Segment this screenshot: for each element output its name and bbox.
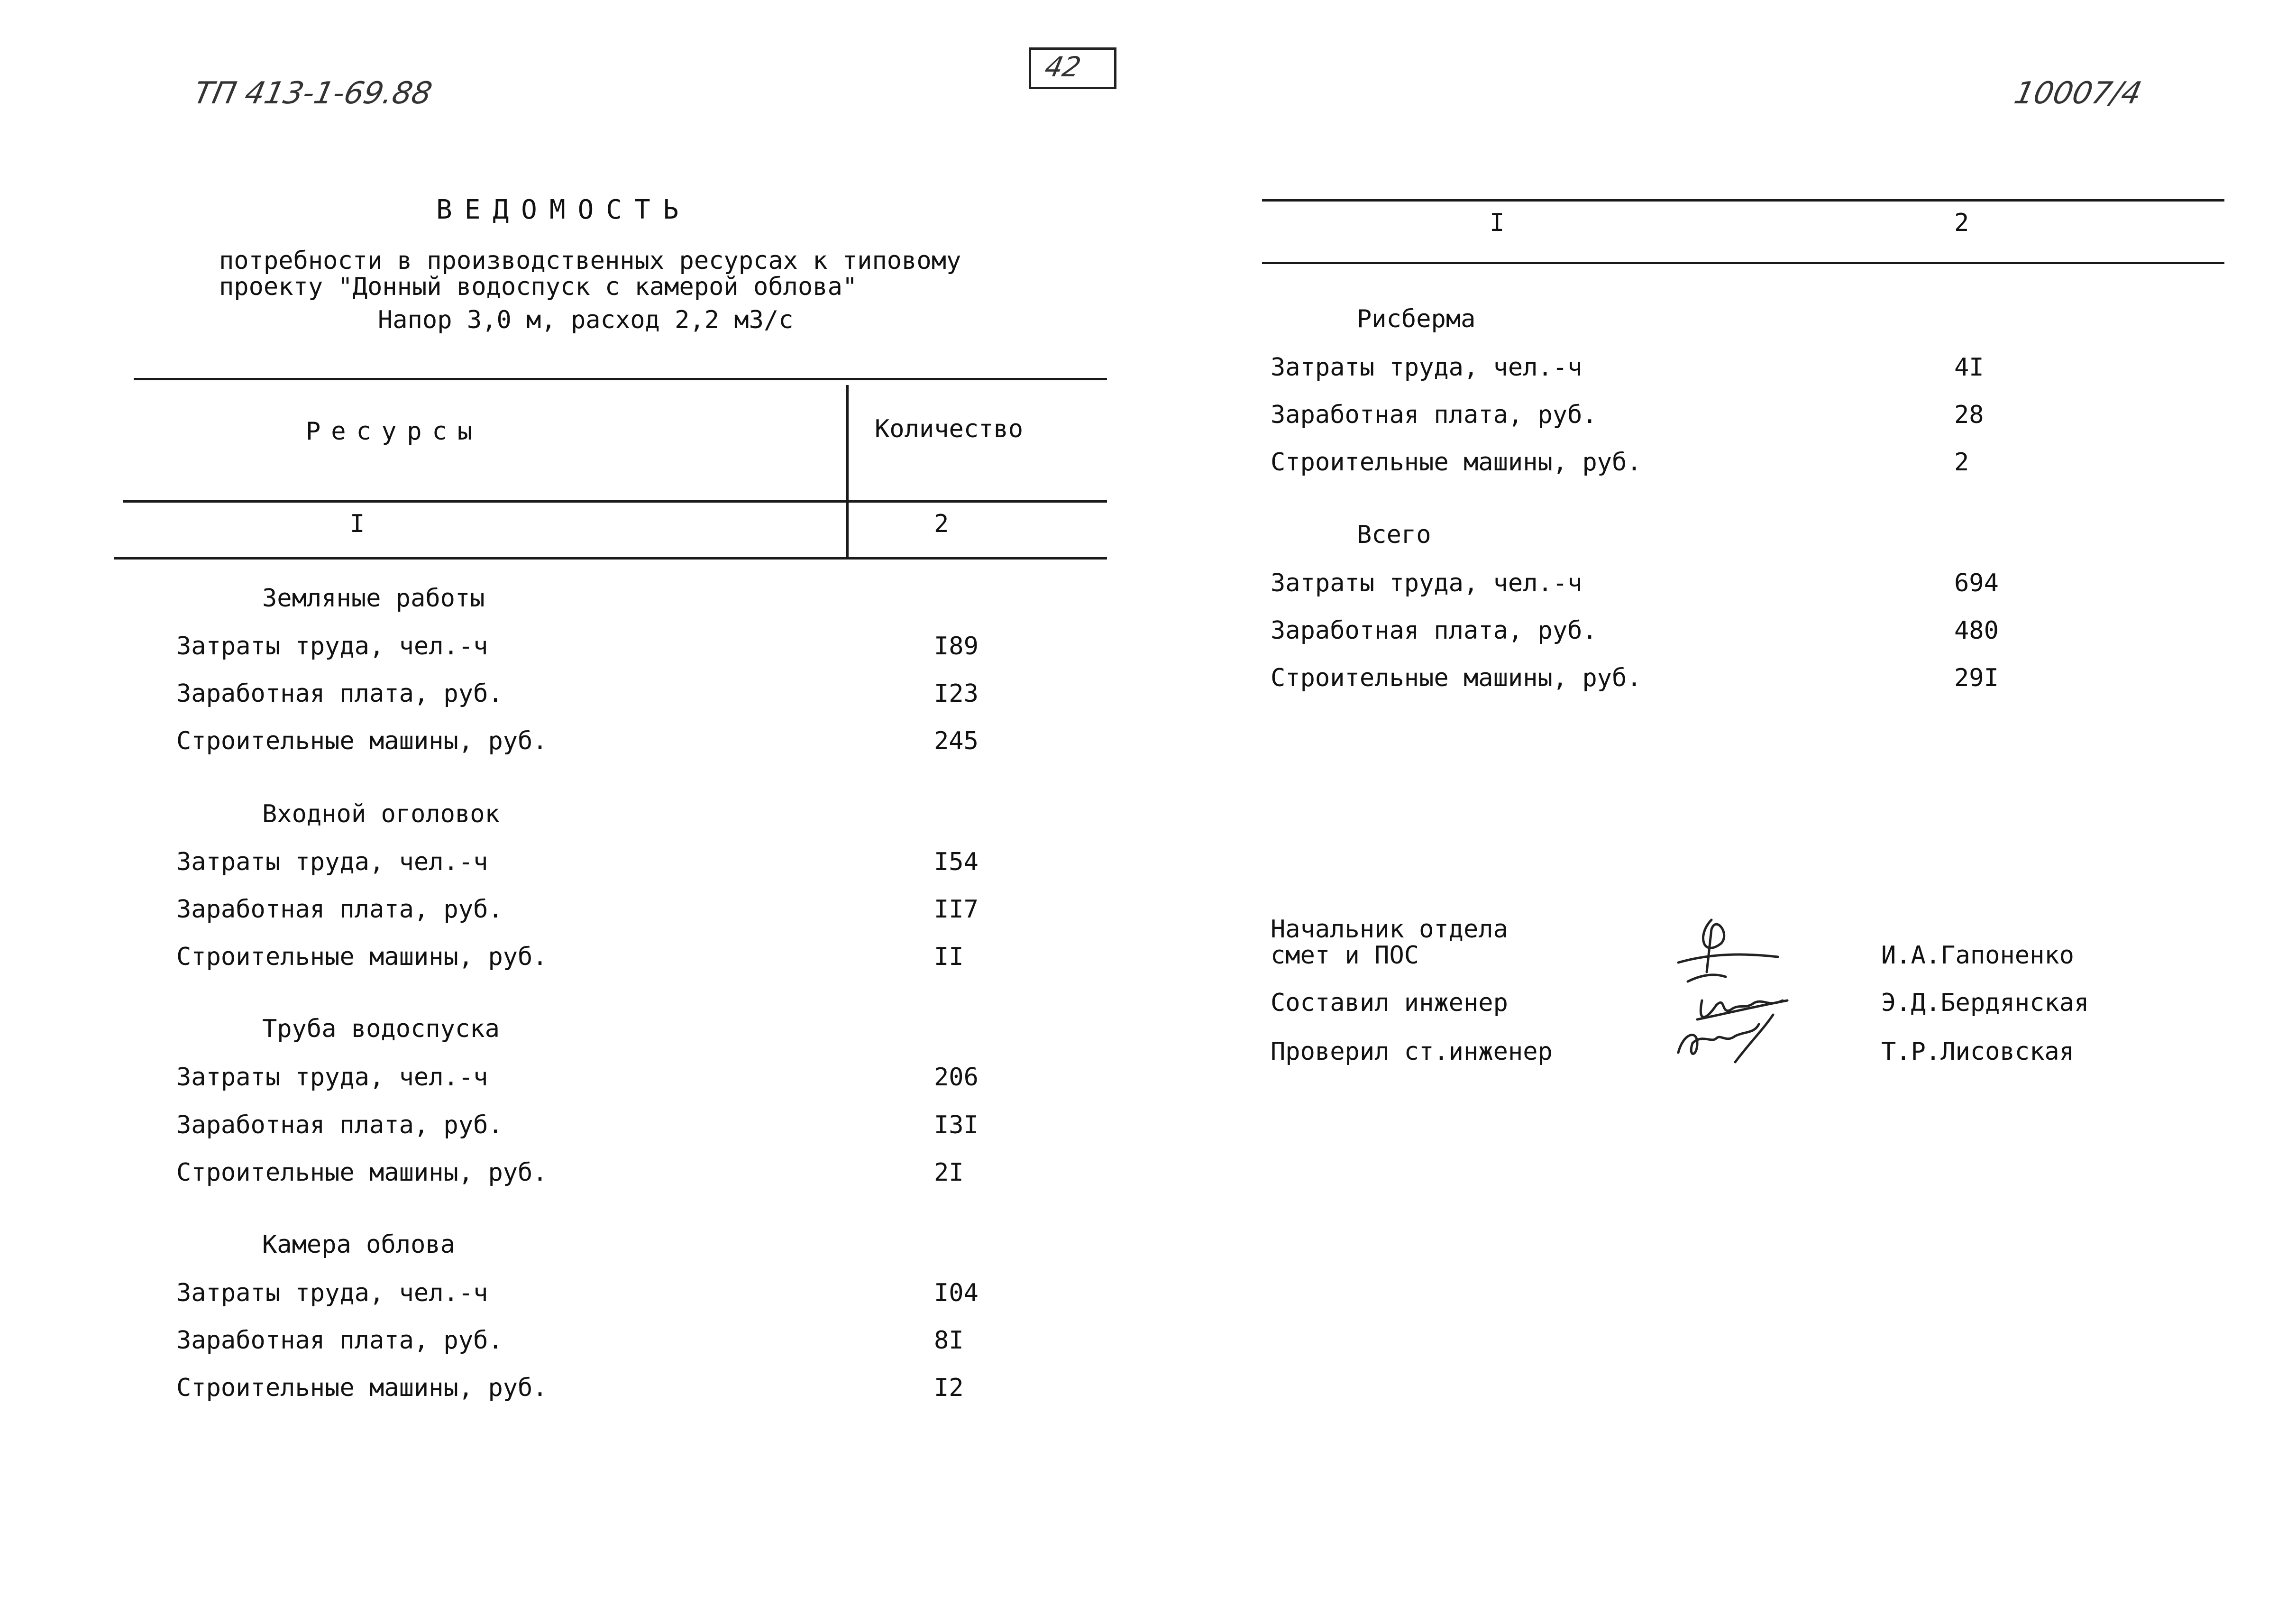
row-value: II (934, 943, 964, 971)
row-value: 8I (934, 1326, 964, 1355)
row-label: Строительные машины, руб. (1271, 664, 1642, 692)
row-label: Строительные машины, руб. (176, 1374, 548, 1402)
row-label: Затраты труда, чел.-ч (176, 632, 488, 661)
compiled-role: Составил инженер (1271, 989, 1508, 1017)
row-value: I89 (934, 632, 979, 661)
row-value: 480 (1954, 616, 1999, 645)
head-role-line-2: смет и ПОС (1271, 941, 1419, 970)
document-code: ТП 413-1-69.88 (191, 76, 435, 111)
row-value: 28 (1954, 401, 1984, 429)
row-label: Затраты труда, чел.-ч (176, 1063, 488, 1092)
title-line-1: потребности в производственных ресурсах к типовому (219, 247, 961, 275)
section-title-total: Всего (1357, 521, 1431, 549)
table-column-divider (846, 385, 849, 558)
row-value: 29I (1954, 664, 1999, 692)
section-title-apron: Рисберма (1357, 305, 1476, 333)
row-label: Заработная плата, руб. (176, 1111, 503, 1139)
row-value: II7 (934, 895, 979, 924)
row-value: 2 (1954, 448, 1969, 477)
row-value: I3I (934, 1111, 979, 1139)
inventory-number: 10007/4 (2011, 76, 2145, 111)
section-title-outlet-pipe: Труба водоспуска (262, 1015, 500, 1043)
row-label: Затраты труда, чел.-ч (1271, 353, 1583, 382)
right-column-number-1: I (1490, 209, 1505, 237)
row-label: Затраты труда, чел.-ч (176, 848, 488, 876)
row-value: 2I (934, 1158, 964, 1187)
checked-role: Проверил ст.инженер (1271, 1037, 1553, 1066)
column-number-1: I (350, 510, 365, 538)
compiled-name: Э.Д.Бердянская (1881, 989, 2089, 1017)
row-value: I04 (934, 1279, 979, 1307)
row-label: Заработная плата, руб. (1271, 616, 1597, 645)
table-numbering-rule (114, 557, 1107, 560)
row-label: Строительные машины, руб. (176, 943, 548, 971)
row-value: 4I (1954, 353, 1984, 382)
row-value: I23 (934, 679, 979, 708)
document-heading: ВЕДОМОСТЬ (436, 194, 691, 225)
row-label: Заработная плата, руб. (176, 679, 503, 708)
row-value: I54 (934, 848, 979, 876)
row-label: Затраты труда, чел.-ч (1271, 569, 1583, 597)
row-label: Заработная плата, руб. (176, 1326, 503, 1355)
column-header-resources: Ресурсы (306, 417, 483, 446)
section-title-fish-chamber: Камера облова (262, 1230, 455, 1259)
head-role-line-1: Начальник отдела (1271, 915, 1508, 944)
right-table-top-rule (1262, 199, 2224, 202)
handwritten-signatures (1669, 901, 1811, 1081)
column-header-quantity: Количество (875, 415, 1024, 443)
checked-name: Т.Р.Лисовская (1881, 1037, 2074, 1066)
row-value: 245 (934, 727, 979, 755)
row-label: Заработная плата, руб. (1271, 401, 1597, 429)
row-label: Строительные машины, руб. (176, 727, 548, 755)
section-title-inlet-head: Входной оголовок (262, 800, 500, 828)
right-column-number-2: 2 (1954, 209, 1969, 237)
head-name: И.А.Гапоненко (1881, 941, 2074, 970)
page-number-box (1029, 47, 1116, 89)
row-value: 694 (1954, 569, 1999, 597)
table-top-rule (134, 378, 1107, 380)
right-table-header-rule (1262, 262, 2224, 264)
row-label: Строительные машины, руб. (176, 1158, 548, 1187)
row-label: Строительные машины, руб. (1271, 448, 1642, 477)
column-number-2: 2 (934, 510, 949, 538)
section-title-earthworks: Земляные работы (262, 584, 485, 613)
title-line-3: Напор 3,0 м, расход 2,2 м3/с (378, 306, 794, 334)
page-number: 42 (1042, 51, 1084, 83)
row-value: 206 (934, 1063, 979, 1092)
table-header-rule (123, 500, 1107, 503)
row-value: I2 (934, 1374, 964, 1402)
title-line-2: проекту "Донный водоспуск с камерой облова" (219, 273, 858, 301)
row-label: Заработная плата, руб. (176, 895, 503, 924)
row-label: Затраты труда, чел.-ч (176, 1279, 488, 1307)
